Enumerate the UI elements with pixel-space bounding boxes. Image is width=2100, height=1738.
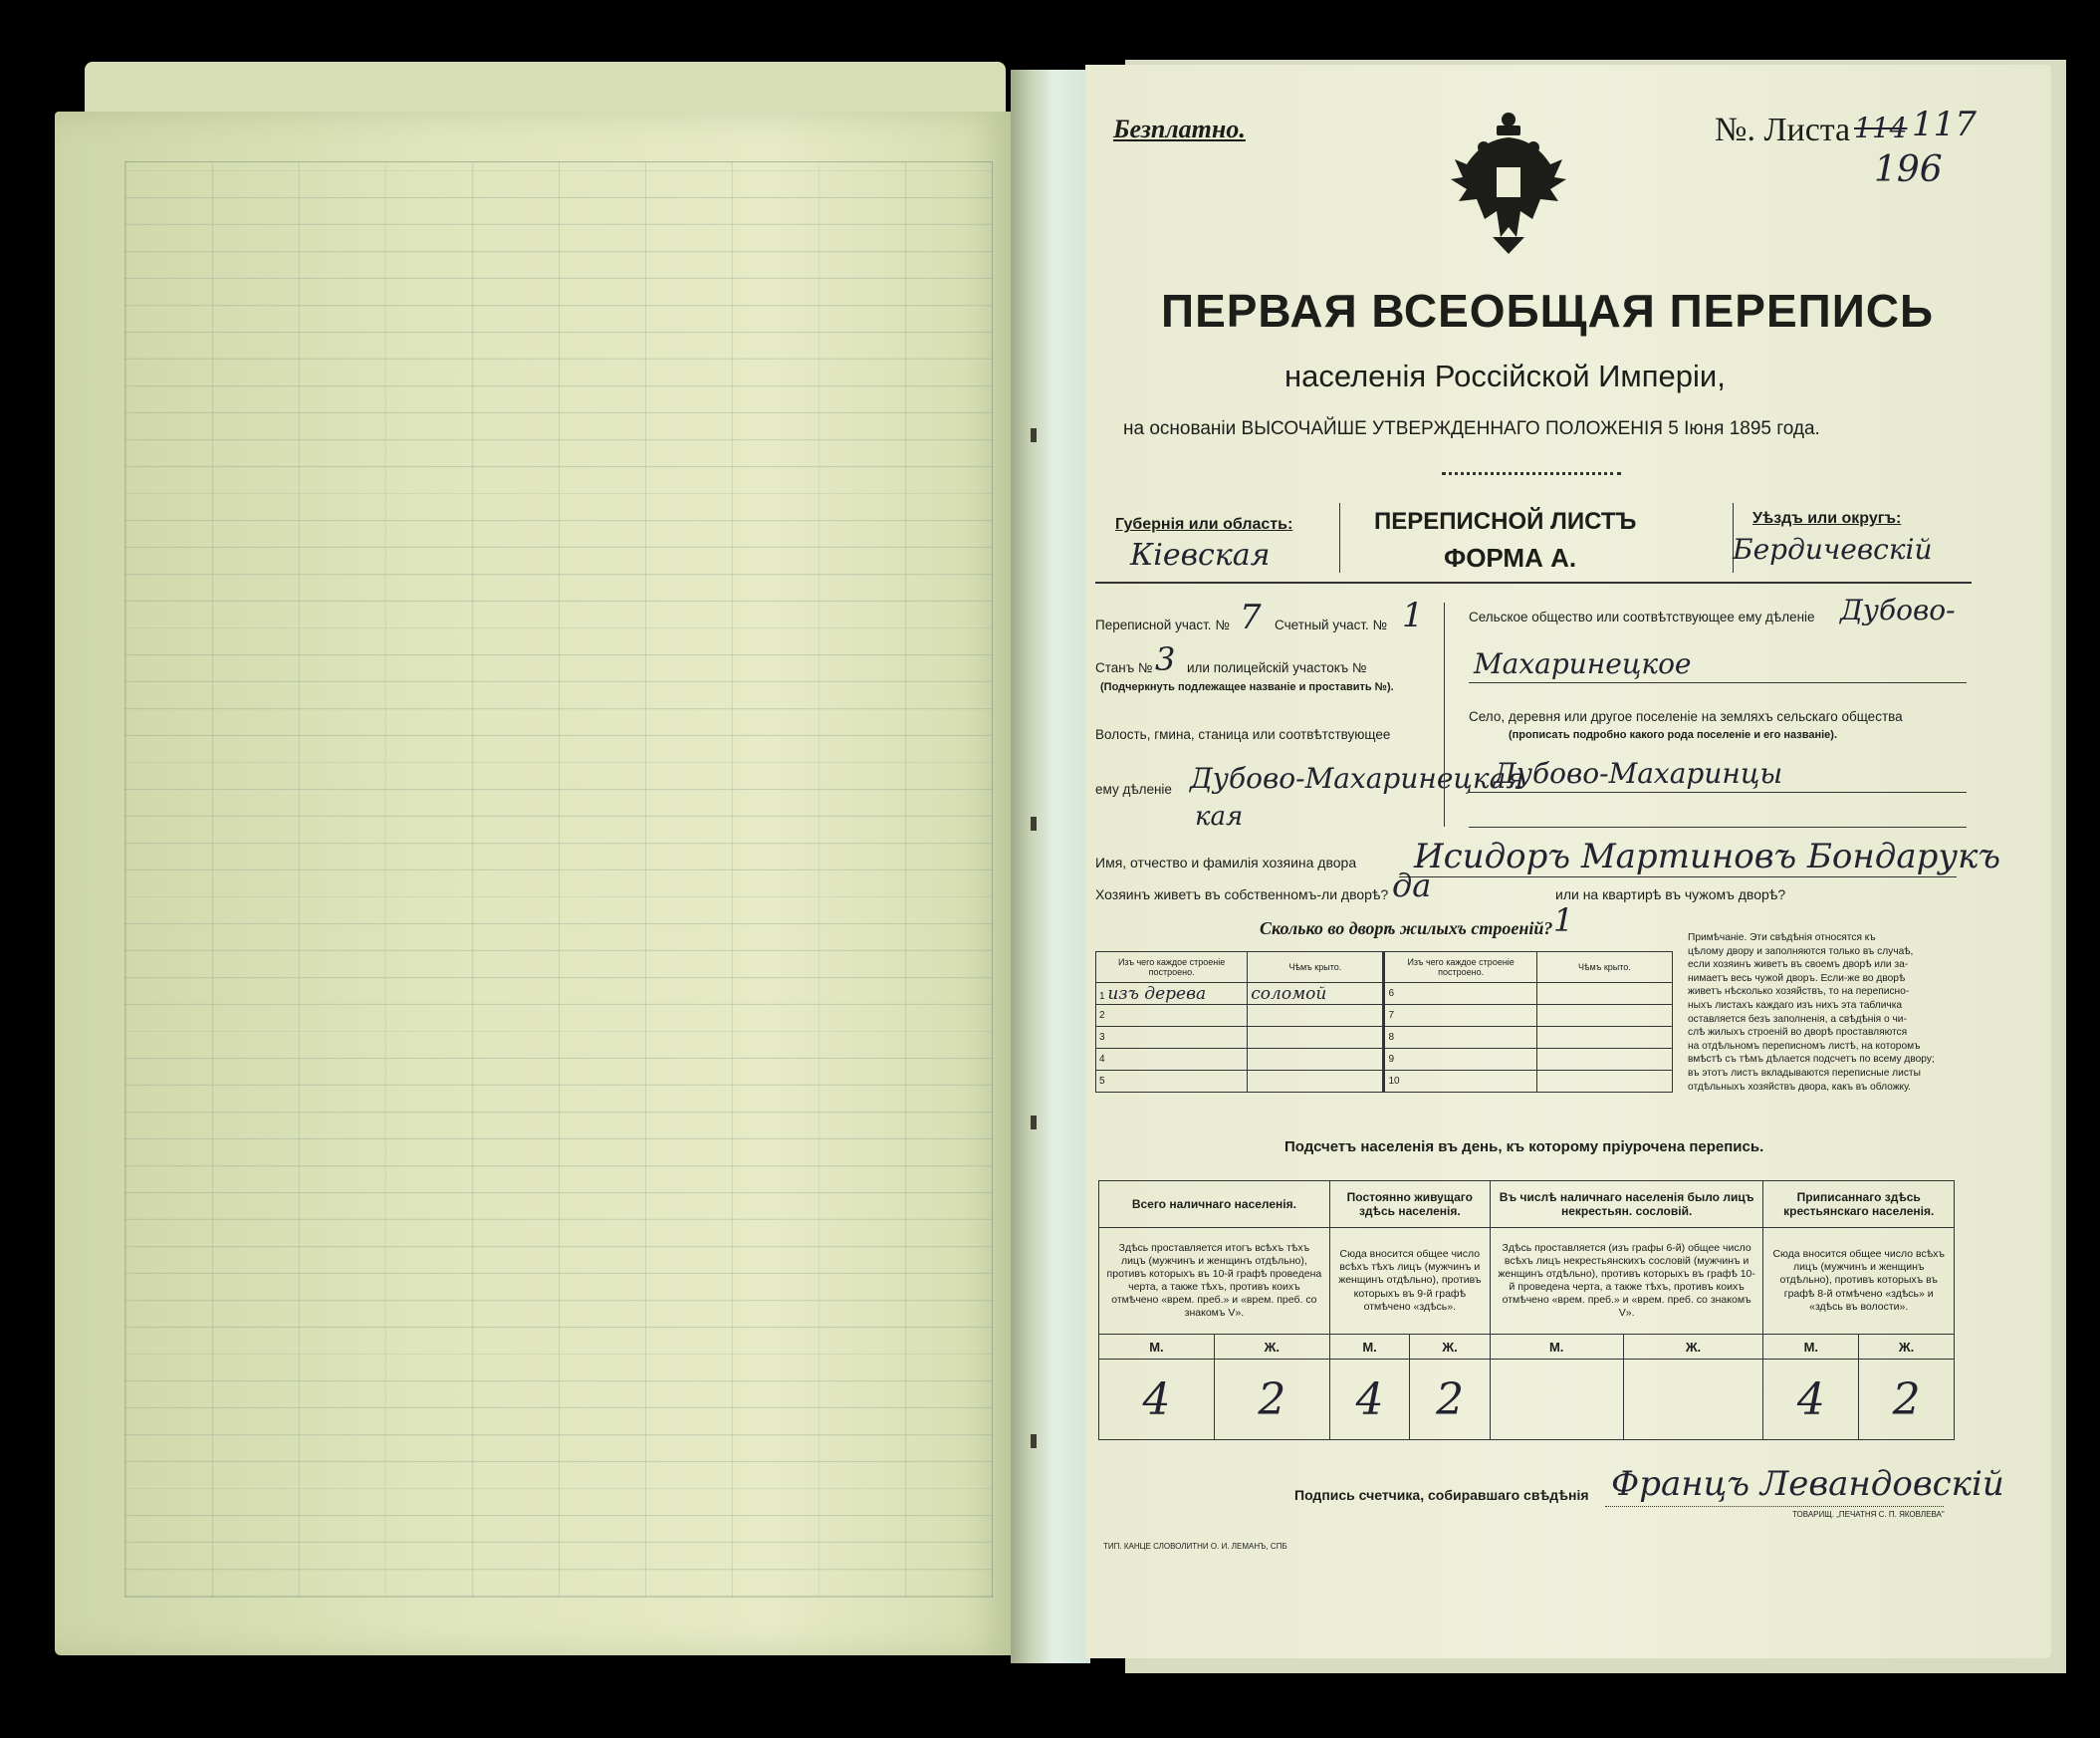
row-cell	[1248, 1071, 1384, 1093]
male-count: 4	[1099, 1360, 1215, 1440]
owner-label: Имя, отчество и фамилія хозяина двора	[1095, 855, 1357, 870]
row-number: 7	[1388, 1010, 1395, 1021]
table-row	[1096, 1049, 1673, 1071]
col-description: Здѣсь проставляется итогъ всѣхъ тѣхъ лицъ (мужчинъ и женщинъ отдѣльно), противъ которыхъ въ 10-й графѣ проведена черта, а также тѣхъ, противъ коихъ отмѣчено «врем. преб.» и «врем. преб. со знакомъ V».	[1099, 1228, 1330, 1335]
population-counts-table	[1098, 1180, 1955, 1440]
buildings-value: 1	[1553, 901, 1574, 939]
signature-value: Францъ Левандовскій	[1611, 1464, 2004, 1504]
spine-stitch	[1031, 1116, 1037, 1129]
obshchestvo-label: Сельское общество или соотвѣтствующее ему дѣленіе	[1469, 610, 1815, 624]
stan-suffix: или полицейскій участокъ №	[1187, 660, 1367, 675]
col-title: Приписаннаго здѣсь крестьянскаго населенія.	[1763, 1181, 1955, 1228]
row-number: 5	[1099, 1076, 1105, 1087]
row-number: 10	[1388, 1076, 1400, 1087]
note-line: живетъ нѣсколько хозяйствъ, то на переписно-	[1688, 986, 1910, 998]
roof-value: соломой	[1251, 983, 1327, 1004]
col-material: Изъ чего каждое строеніе построено.	[1096, 952, 1248, 983]
female-count	[1623, 1360, 1763, 1440]
row-number: 3	[1099, 1032, 1105, 1043]
table-row	[1096, 1071, 1673, 1093]
row-cell	[1248, 1027, 1384, 1049]
row-number: 2	[1099, 1010, 1105, 1021]
col-roof: Чѣмъ крыто.	[1248, 952, 1384, 983]
uezd-label: Уѣздъ или округъ:	[1752, 510, 1902, 527]
volost-value-2: кая	[1195, 802, 1244, 832]
form-basis-line: на основаніи ВЫСОЧАЙШЕ УТВЕРЖДЕННАГО ПОЛОЖЕНІЯ 5 Іюня 1895 года.	[1123, 418, 1820, 439]
spine-stitch	[1031, 1434, 1037, 1448]
note-line: цѣлому двору и заполняются только въ случаѣ,	[1688, 945, 1914, 957]
lives-alt: или на квартирѣ въ чужомъ дворѣ?	[1555, 886, 1786, 902]
female-label: Ж.	[1859, 1335, 1955, 1360]
row-cell	[1096, 1049, 1248, 1071]
sheet-title-1: ПЕРЕПИСНОЙ ЛИСТЪ	[1374, 508, 1637, 535]
note-line: Примѣчаніе. Эти свѣдѣнія относятся къ	[1688, 932, 1876, 943]
table-row	[1096, 983, 1673, 1005]
printer-right: ТОВАРИЩ. „ПЕЧАТНЯ С. П. ЯКОВЛЕВА"	[1792, 1510, 1945, 1519]
selo-label: Село, деревня или другое поселеніе на земляхъ сельскаго общества	[1469, 709, 1903, 724]
volost-value: Дубово-Махаринецкая	[1190, 762, 1524, 795]
male-label: М.	[1329, 1335, 1410, 1360]
row-number: 1	[1099, 990, 1105, 1002]
uezd-value: Бердичевскій	[1733, 533, 1933, 566]
row-cell	[1096, 1071, 1248, 1093]
female-count: 2	[1859, 1360, 1955, 1440]
row-cell	[1384, 1049, 1536, 1071]
note-line: ныхъ листахъ каждаго изъ нихъ эта табличка	[1688, 999, 1903, 1011]
signature-line	[1605, 1506, 1944, 1507]
row-cell	[1384, 1005, 1536, 1027]
female-label: Ж.	[1214, 1335, 1329, 1360]
stan-note: (Подчеркнуть подлежащее названіе и проставить №).	[1100, 681, 1394, 693]
row-number: 9	[1388, 1054, 1395, 1065]
male-label: М.	[1763, 1335, 1859, 1360]
perepisnoy-label: Переписной участ. №	[1095, 618, 1230, 632]
selo-line	[1469, 792, 1967, 793]
col-title: Постоянно живущаго здѣсь населенія.	[1329, 1181, 1490, 1228]
fields-column-divider	[1444, 603, 1445, 827]
row-cell	[1384, 1071, 1536, 1093]
sheet-number-struck: 114	[1854, 112, 1908, 144]
buildings-table	[1095, 951, 1673, 1093]
signature-label: Подпись счетчика, собиравшаго свѣдѣнія	[1294, 1487, 1589, 1503]
male-count: 4	[1763, 1360, 1859, 1440]
left-page-faded-grid	[124, 161, 993, 1598]
owner-value: Исидоръ Мартиновъ Бондарукъ	[1414, 837, 2001, 876]
ornament-divider	[1442, 472, 1621, 475]
selo-value: Дубово-Махаринцы	[1494, 757, 1783, 790]
printer-left: ТИП. КАНЦЕ СЛОВОЛИТНИ О. И. ЛЕМАНЪ, СПБ	[1103, 1542, 1287, 1551]
book-spine	[1011, 70, 1090, 1663]
note-line: нимаетъ весь чужой дворъ. Если-же во дворѣ	[1688, 972, 1906, 984]
row-cell	[1536, 1027, 1672, 1049]
row-cell	[1536, 1071, 1672, 1093]
spine-stitch	[1031, 428, 1037, 442]
note-block	[1688, 931, 1957, 1094]
gubernia-value: Кіевская	[1130, 538, 1271, 573]
selo-note: (прописать подробно какого рода поселеніе и его названіе).	[1509, 729, 1838, 741]
row-cell	[1536, 1049, 1672, 1071]
row-cell	[1248, 1049, 1384, 1071]
note-line: слѣ жилыхъ строеній во дворѣ проставляются	[1688, 1027, 1908, 1039]
male-count: 4	[1329, 1360, 1410, 1440]
sheet-number-hand-top: 117	[1912, 105, 1977, 144]
row-cell	[1536, 983, 1672, 1005]
col-title: Всего наличнаго населенія.	[1099, 1181, 1330, 1228]
obshchestvo-line	[1469, 682, 1967, 683]
row-cell	[1384, 1027, 1536, 1049]
table-row	[1096, 1027, 1673, 1049]
imperial-eagle-emblem	[1449, 110, 1568, 259]
schetny-label: Счетный участ. №	[1275, 618, 1388, 632]
row-cell	[1536, 1005, 1672, 1027]
counts-value-row	[1099, 1360, 1955, 1440]
owner-line	[1399, 876, 1957, 877]
free-label: Безплатно.	[1113, 115, 1246, 143]
row-number: 8	[1388, 1032, 1395, 1043]
note-line: въ этотъ листъ вкладываются переписные листы	[1688, 1067, 1921, 1079]
note-line: вмѣстѣ съ тѣмъ дѣлается подсчетъ по всему двору;	[1688, 1054, 1935, 1066]
row-cell	[1384, 983, 1536, 1005]
obshchestvo-value-2: Махаринецкое	[1474, 647, 1692, 680]
perepisnoy-value: 7	[1240, 598, 1262, 637]
col-material-2: Изъ чего каждое строеніе построено.	[1384, 952, 1536, 983]
male-label: М.	[1490, 1335, 1623, 1360]
counts-title-row	[1099, 1181, 1955, 1228]
lives-value: да	[1392, 867, 1432, 904]
row-number: 6	[1388, 988, 1395, 999]
sheet-title-2: ФОРМА А.	[1444, 543, 1577, 573]
female-label: Ж.	[1410, 1335, 1491, 1360]
row-cell	[1096, 1027, 1248, 1049]
sheet-number-label: №. Листа	[1715, 112, 1851, 148]
counts-desc-row	[1099, 1228, 1955, 1335]
form-main-title: ПЕРВАЯ ВСЕОБЩАЯ ПЕРЕПИСЬ	[1161, 285, 1935, 337]
schetny-value: 1	[1402, 596, 1424, 635]
male-count	[1490, 1360, 1623, 1440]
buildings-label: Сколько во дворѣ жилыхъ строеній?	[1260, 918, 1553, 938]
volost-label-2: ему дѣленіе	[1095, 782, 1172, 797]
col-description: Сюда вносится общее число всѣхъ тѣхъ лицъ (мужчинъ и женщинъ отдѣльно), противъ которыхъ въ 9-й графѣ отмѣчено «здѣсь».	[1329, 1228, 1490, 1335]
female-label: Ж.	[1623, 1335, 1763, 1360]
selo-line-2	[1469, 827, 1967, 828]
note-line: отдѣльныхъ хозяйствъ двора, какъ въ обложку.	[1688, 1081, 1912, 1093]
col-title: Въ числѣ наличнаго населенія было лицъ некрестьян. сословій.	[1490, 1181, 1763, 1228]
form-subtitle: населенія Россійской Имперіи,	[1284, 359, 1726, 393]
stan-value: 3	[1155, 640, 1176, 678]
female-count: 2	[1214, 1360, 1329, 1440]
sheet-number-hand: 196	[1874, 149, 1943, 190]
stan-label: Станъ №	[1095, 660, 1153, 675]
row-cell	[1096, 1005, 1248, 1027]
left-page-back	[55, 112, 1011, 1655]
row-cell	[1248, 983, 1384, 1005]
female-count: 2	[1410, 1360, 1491, 1440]
note-line: если хозяинъ живетъ въ своемъ дворѣ или за-	[1688, 959, 1909, 971]
header-rule	[1095, 582, 1972, 584]
counts-mf-row	[1099, 1335, 1955, 1360]
material-value: изъ дерева	[1107, 983, 1207, 1004]
spine-stitch	[1031, 817, 1037, 831]
col-roof-2: Чѣмъ крыто.	[1536, 952, 1672, 983]
col-description: Здѣсь проставляется (изъ графы 6-й) общее число всѣхъ лицъ некрестьянскихъ сословій (мужчинъ и женщинъ отдѣльно), противъ которыхъ въ графѣ 10-й проведена черта, а также тѣхъ, противъ коихъ отмѣчено «врем. преб.» и «врем. преб. со знакомъ V».	[1490, 1228, 1763, 1335]
obshchestvo-value: Дубово-	[1840, 594, 1956, 626]
counts-heading: Подсчетъ населенія въ день, къ которому пріурочена перепись.	[1284, 1138, 1764, 1155]
col-description: Сюда вносится общее число всѣхъ лицъ (мужчинъ и женщинъ отдѣльно), противъ которыхъ въ графѣ 8-й отмѣчено «здѣсь» и «здѣсь въ волости».	[1763, 1228, 1955, 1335]
row-cell	[1096, 983, 1248, 1005]
note-line: на отдѣльномъ переписномъ листѣ, на которомъ	[1688, 1040, 1921, 1052]
row-number: 4	[1099, 1054, 1105, 1065]
table-row	[1096, 1005, 1673, 1027]
row-cell	[1248, 1005, 1384, 1027]
note-line: оставляется безъ заполненія, а свѣдѣнія о чи-	[1688, 1013, 1907, 1025]
lives-label: Хозяинъ живетъ въ собственномъ-ли дворѣ?	[1095, 886, 1389, 902]
volost-label: Волость, гмина, станица или соотвѣтствующее	[1095, 727, 1391, 742]
male-label: М.	[1099, 1335, 1215, 1360]
gubernia-label: Губернія или область:	[1115, 516, 1293, 533]
buildings-table-header	[1096, 952, 1673, 983]
